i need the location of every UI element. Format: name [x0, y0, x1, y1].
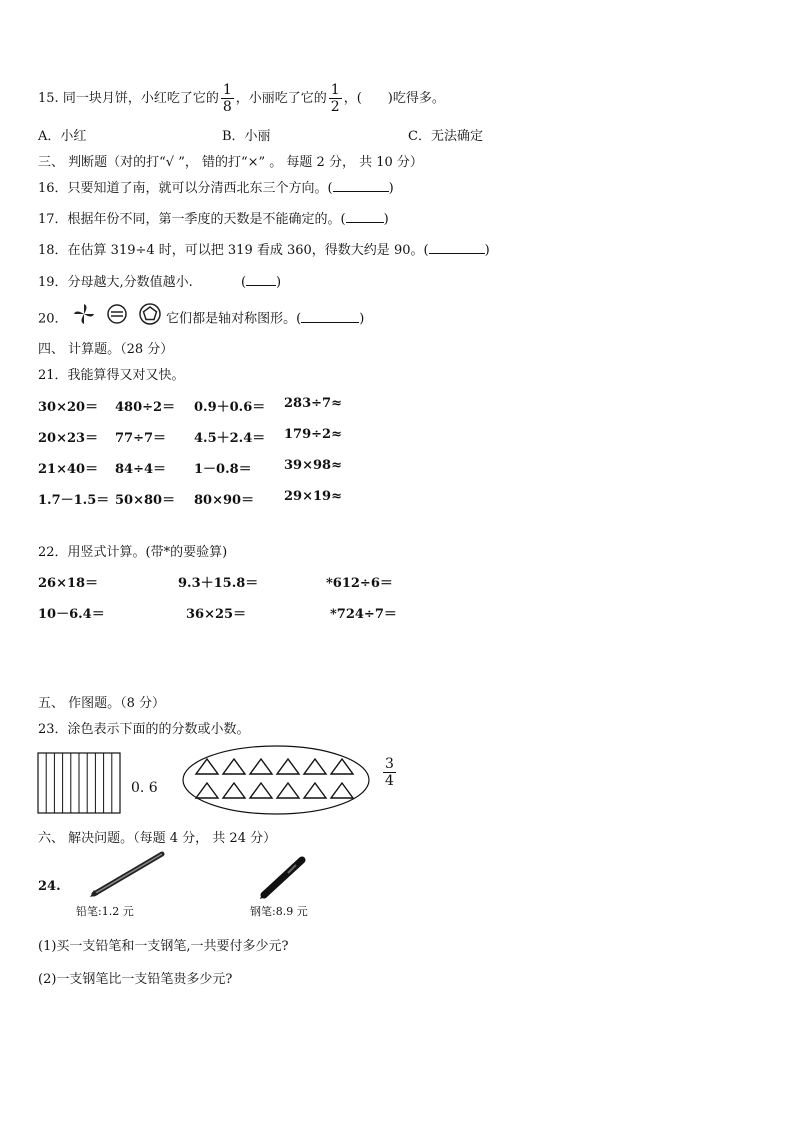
paren-close: )	[484, 243, 490, 258]
pinwheel-icon	[72, 302, 96, 336]
calc-item: 80×90＝	[194, 493, 255, 508]
calc-item: 30×20＝	[38, 400, 99, 415]
question-text: 17．根据年份不同，第一季度的天数是不能确定的。(	[38, 212, 346, 227]
vertical-calc-item: 9.3＋15.8＝	[178, 576, 259, 591]
calc-item: 4.5＋2.4＝	[194, 431, 266, 446]
question-17	[38, 208, 389, 227]
calc-item: 20×23＝	[38, 431, 99, 446]
answer-blank[interactable]	[346, 212, 384, 223]
answer-blank[interactable]	[429, 243, 485, 254]
striped-rectangle[interactable]	[37, 752, 121, 818]
vertical-calc-item: 26×18＝	[38, 576, 99, 591]
question-20	[38, 302, 364, 328]
question-23-title: 23．涂色表示下面的的分数或小数。	[38, 722, 250, 737]
vertical-calc-item: *724÷7＝	[330, 607, 397, 622]
question-18	[38, 239, 490, 258]
option-c: C．无法确定	[408, 129, 483, 144]
section-5-title: 五、 作图题。（8 分）	[38, 696, 166, 711]
question-24-sub2: (2)一支钢笔比一支铅笔贵多少元?	[38, 972, 233, 987]
calc-item: 179÷2≈	[284, 427, 342, 442]
question-text: ，( )吃得多。	[343, 91, 445, 106]
paren-close: )	[383, 212, 389, 227]
calc-item: 39×98≈	[284, 458, 342, 473]
pen-image	[258, 855, 308, 905]
paren-close: )	[276, 275, 282, 290]
answer-blank[interactable]	[246, 275, 276, 286]
decimal-label: 0. 6	[131, 780, 158, 796]
question-text: ，小丽吃了它的	[235, 91, 327, 106]
question-text: 19．分母越大,分数值越小.	[38, 275, 193, 290]
pencil-price-label: 铅笔:1.2 元	[76, 905, 134, 918]
calc-item: 283÷7≈	[284, 396, 342, 411]
question-text: 18．在估算 319÷4 时，可以把 319 看成 360，得数大约是 90。(	[38, 243, 429, 258]
question-text: 它们都是轴对称图形。(	[166, 311, 302, 327]
pencil-image	[88, 850, 168, 904]
calc-item: 84÷4＝	[115, 462, 167, 477]
section-3-title: 三、 判断题（对的打“√ ”， 错的打“×” 。 每题 2 分， 共 10 分）	[38, 155, 423, 170]
circle-pentagon-icon	[138, 302, 162, 336]
paren-close: )	[359, 311, 365, 327]
question-text: 同一块月饼，小红吃了它的	[62, 91, 219, 106]
question-number: 15.	[38, 91, 59, 106]
question-16	[38, 177, 394, 196]
calc-item: 1.7－1.5＝	[38, 493, 110, 508]
calc-item: 77÷7＝	[115, 431, 167, 446]
question-21-title: 21．我能算得又对又快。	[38, 368, 185, 383]
question-24-number: 24.	[38, 879, 61, 894]
circle-lines-icon	[106, 303, 128, 335]
calc-item: 21×40＝	[38, 462, 99, 477]
vertical-calc-item: *612÷6＝	[326, 576, 393, 591]
calc-item: 480÷2＝	[115, 400, 176, 415]
question-number: 20．	[38, 311, 68, 327]
question-24-sub1: (1)买一支铅笔和一支钢笔,一共要付多少元?	[38, 939, 289, 954]
vertical-calc-item: 10－6.4＝	[38, 607, 105, 622]
question-22-title: 22．用竖式计算。(带*的要验算)	[38, 545, 228, 560]
section-4-title: 四、 计算题。（28 分）	[38, 342, 174, 357]
option-b: B．小丽	[222, 129, 271, 144]
section-6-title: 六、 解决问题。（每题 4 分， 共 24 分）	[38, 831, 277, 846]
fraction-three-quarters: $\frac{3}{4}$	[385, 756, 394, 789]
triangle-ellipse[interactable]	[181, 744, 371, 820]
calc-item: 1－0.8＝	[194, 462, 252, 477]
paren-close: )	[388, 181, 394, 196]
calc-item: 29×19≈	[284, 489, 342, 504]
answer-blank[interactable]	[333, 181, 389, 192]
calc-item: 50×80＝	[115, 493, 176, 508]
option-a: A．小红	[38, 129, 87, 144]
paren-open: (	[240, 275, 247, 290]
fraction-one-half: $\frac{1}{2}$	[330, 82, 340, 115]
pen-price-label: 钢笔:8.9 元	[250, 905, 308, 918]
fraction-one-eighth: $\frac{1}{8}$	[222, 82, 232, 115]
calc-item: 0.9＋0.6＝	[194, 400, 266, 415]
question-15	[38, 82, 445, 116]
vertical-calc-item: 36×25＝	[186, 607, 247, 622]
question-19	[38, 271, 281, 290]
answer-blank[interactable]	[301, 312, 359, 323]
question-text: 16．只要知道了南，就可以分清西北东三个方向。(	[38, 181, 333, 196]
